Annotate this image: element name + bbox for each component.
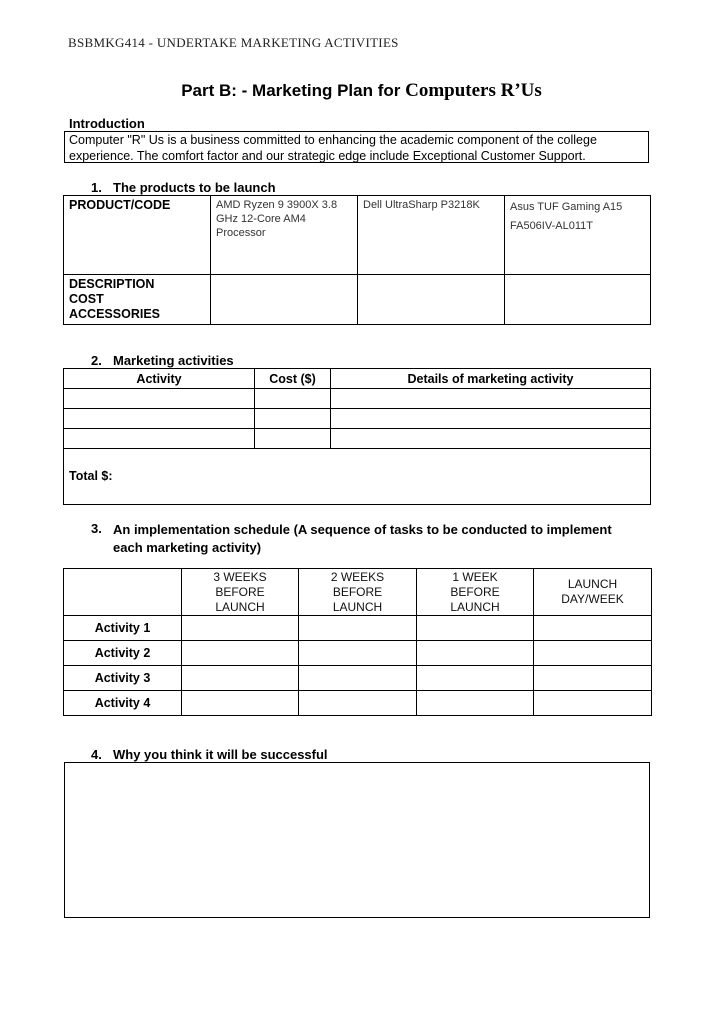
col-2-weeks-line-1: 2 WEEKS [330, 569, 385, 584]
details-cell[interactable] [331, 389, 651, 409]
col-launch-day-week [534, 569, 652, 616]
product-1-name[interactable]: AMD Ryzen 9 3900X 3.8 GHz 12-Core AM4 Processor [211, 196, 358, 275]
col-2-weeks-before [299, 569, 417, 616]
schedule-cell[interactable] [182, 666, 299, 691]
col-3-weeks-line-3: LAUNCH [215, 599, 265, 614]
page-title [0, 80, 723, 102]
schedule-cell[interactable] [534, 616, 652, 641]
description-label: DESCRIPTION [69, 277, 155, 291]
col-3-weeks-before [182, 569, 299, 616]
cost-cell[interactable] [255, 389, 331, 409]
details-cell[interactable] [331, 429, 651, 449]
schedule-cell[interactable] [299, 666, 417, 691]
schedule-row-label: Activity 3 [64, 666, 182, 691]
intro-label: Introduction [69, 116, 145, 131]
col-1-week-line-3: LAUNCH [450, 599, 500, 614]
schedule-cell[interactable] [417, 641, 534, 666]
cost-cell[interactable] [255, 429, 331, 449]
schedule-cell[interactable] [182, 691, 299, 716]
product-1-details-cell[interactable] [211, 275, 358, 325]
cost-cell[interactable] [255, 409, 331, 429]
schedule-cell[interactable] [299, 641, 417, 666]
schedule-cell[interactable] [417, 666, 534, 691]
col-3-weeks-line-2: BEFORE [215, 584, 265, 599]
col-2-weeks-line-3: LAUNCH [332, 599, 383, 614]
product-3-name: Asus TUF Gaming A15 [510, 201, 623, 213]
schedule-heading-line-1: An implementation schedule (A sequence of tasks to be conducted to implement [113, 522, 612, 537]
page-title-prefix: Part B: - Marketing Plan for [181, 81, 406, 100]
details-cell[interactable] [331, 409, 651, 429]
product-2-name[interactable]: Dell UltraSharp P3218K [358, 196, 505, 275]
col-1-week-line-2: BEFORE [450, 584, 500, 599]
schedule-cell[interactable] [534, 691, 652, 716]
schedule-cell[interactable] [534, 641, 652, 666]
schedule-heading-line-2: each marketing activity) [113, 540, 262, 555]
col-launch-line-2: DAY/WEEK [561, 592, 624, 606]
success-heading-number: 4. [91, 747, 102, 762]
schedule-row-label: Activity 2 [64, 641, 182, 666]
product-2-details-cell[interactable] [358, 275, 505, 325]
activity-cell[interactable] [64, 409, 255, 429]
schedule-row-label: Activity 4 [64, 691, 182, 716]
schedule-corner-cell [64, 569, 182, 616]
col-1-week-before [417, 569, 534, 616]
col-details-header: Details of marketing activity [331, 369, 651, 389]
description-cost-accessories-label [64, 275, 211, 325]
schedule-cell[interactable] [299, 691, 417, 716]
col-activity-header: Activity [64, 369, 255, 389]
schedule-heading-number: 3. [91, 521, 102, 536]
activity-cell[interactable] [64, 389, 255, 409]
marketing-heading: Marketing activities [113, 353, 234, 368]
col-launch-line-1: LAUNCH [567, 577, 618, 591]
marketing-heading-number: 2. [91, 353, 102, 368]
cost-label: COST [69, 292, 104, 306]
activity-cell[interactable] [64, 429, 255, 449]
schedule-heading [113, 521, 612, 557]
product-code-label: PRODUCT/CODE [64, 196, 211, 275]
product-3-details-cell[interactable] [505, 275, 651, 325]
products-heading-number: 1. [91, 180, 102, 195]
document-header-code: BSBMKG414 - UNDERTAKE MARKETING ACTIVITIES [68, 35, 399, 50]
col-3-weeks-line-1: 3 WEEKS [213, 569, 267, 584]
product-3-code: FA506IV-AL011T [510, 220, 593, 232]
col-1-week-line-1: 1 WEEK [452, 569, 498, 584]
total-cell[interactable] [64, 449, 651, 505]
success-heading: Why you think it will be successful [113, 747, 328, 762]
products-table [63, 195, 651, 325]
col-2-weeks-line-2: BEFORE [332, 584, 383, 599]
schedule-table [63, 568, 652, 716]
success-text-box[interactable] [64, 762, 650, 918]
intro-text-box: Computer "R" Us is a business committed to enhancing the academic component of the college experience. The comfort factor and our strategic edge include Exceptional Customer Support. [64, 131, 649, 163]
schedule-cell[interactable] [534, 666, 652, 691]
page-title-company: Computers R’Us [405, 80, 542, 101]
schedule-cell[interactable] [417, 616, 534, 641]
total-label: Total $: [69, 469, 113, 483]
accessories-label: ACCESSORIES [69, 307, 160, 321]
marketing-activities-table [63, 368, 651, 505]
schedule-cell[interactable] [182, 616, 299, 641]
schedule-cell[interactable] [417, 691, 534, 716]
products-heading: The products to be launch [113, 180, 276, 195]
schedule-row-label: Activity 1 [64, 616, 182, 641]
schedule-cell[interactable] [299, 616, 417, 641]
schedule-cell[interactable] [182, 641, 299, 666]
col-cost-header: Cost ($) [255, 369, 331, 389]
product-3-cell[interactable] [505, 196, 651, 275]
